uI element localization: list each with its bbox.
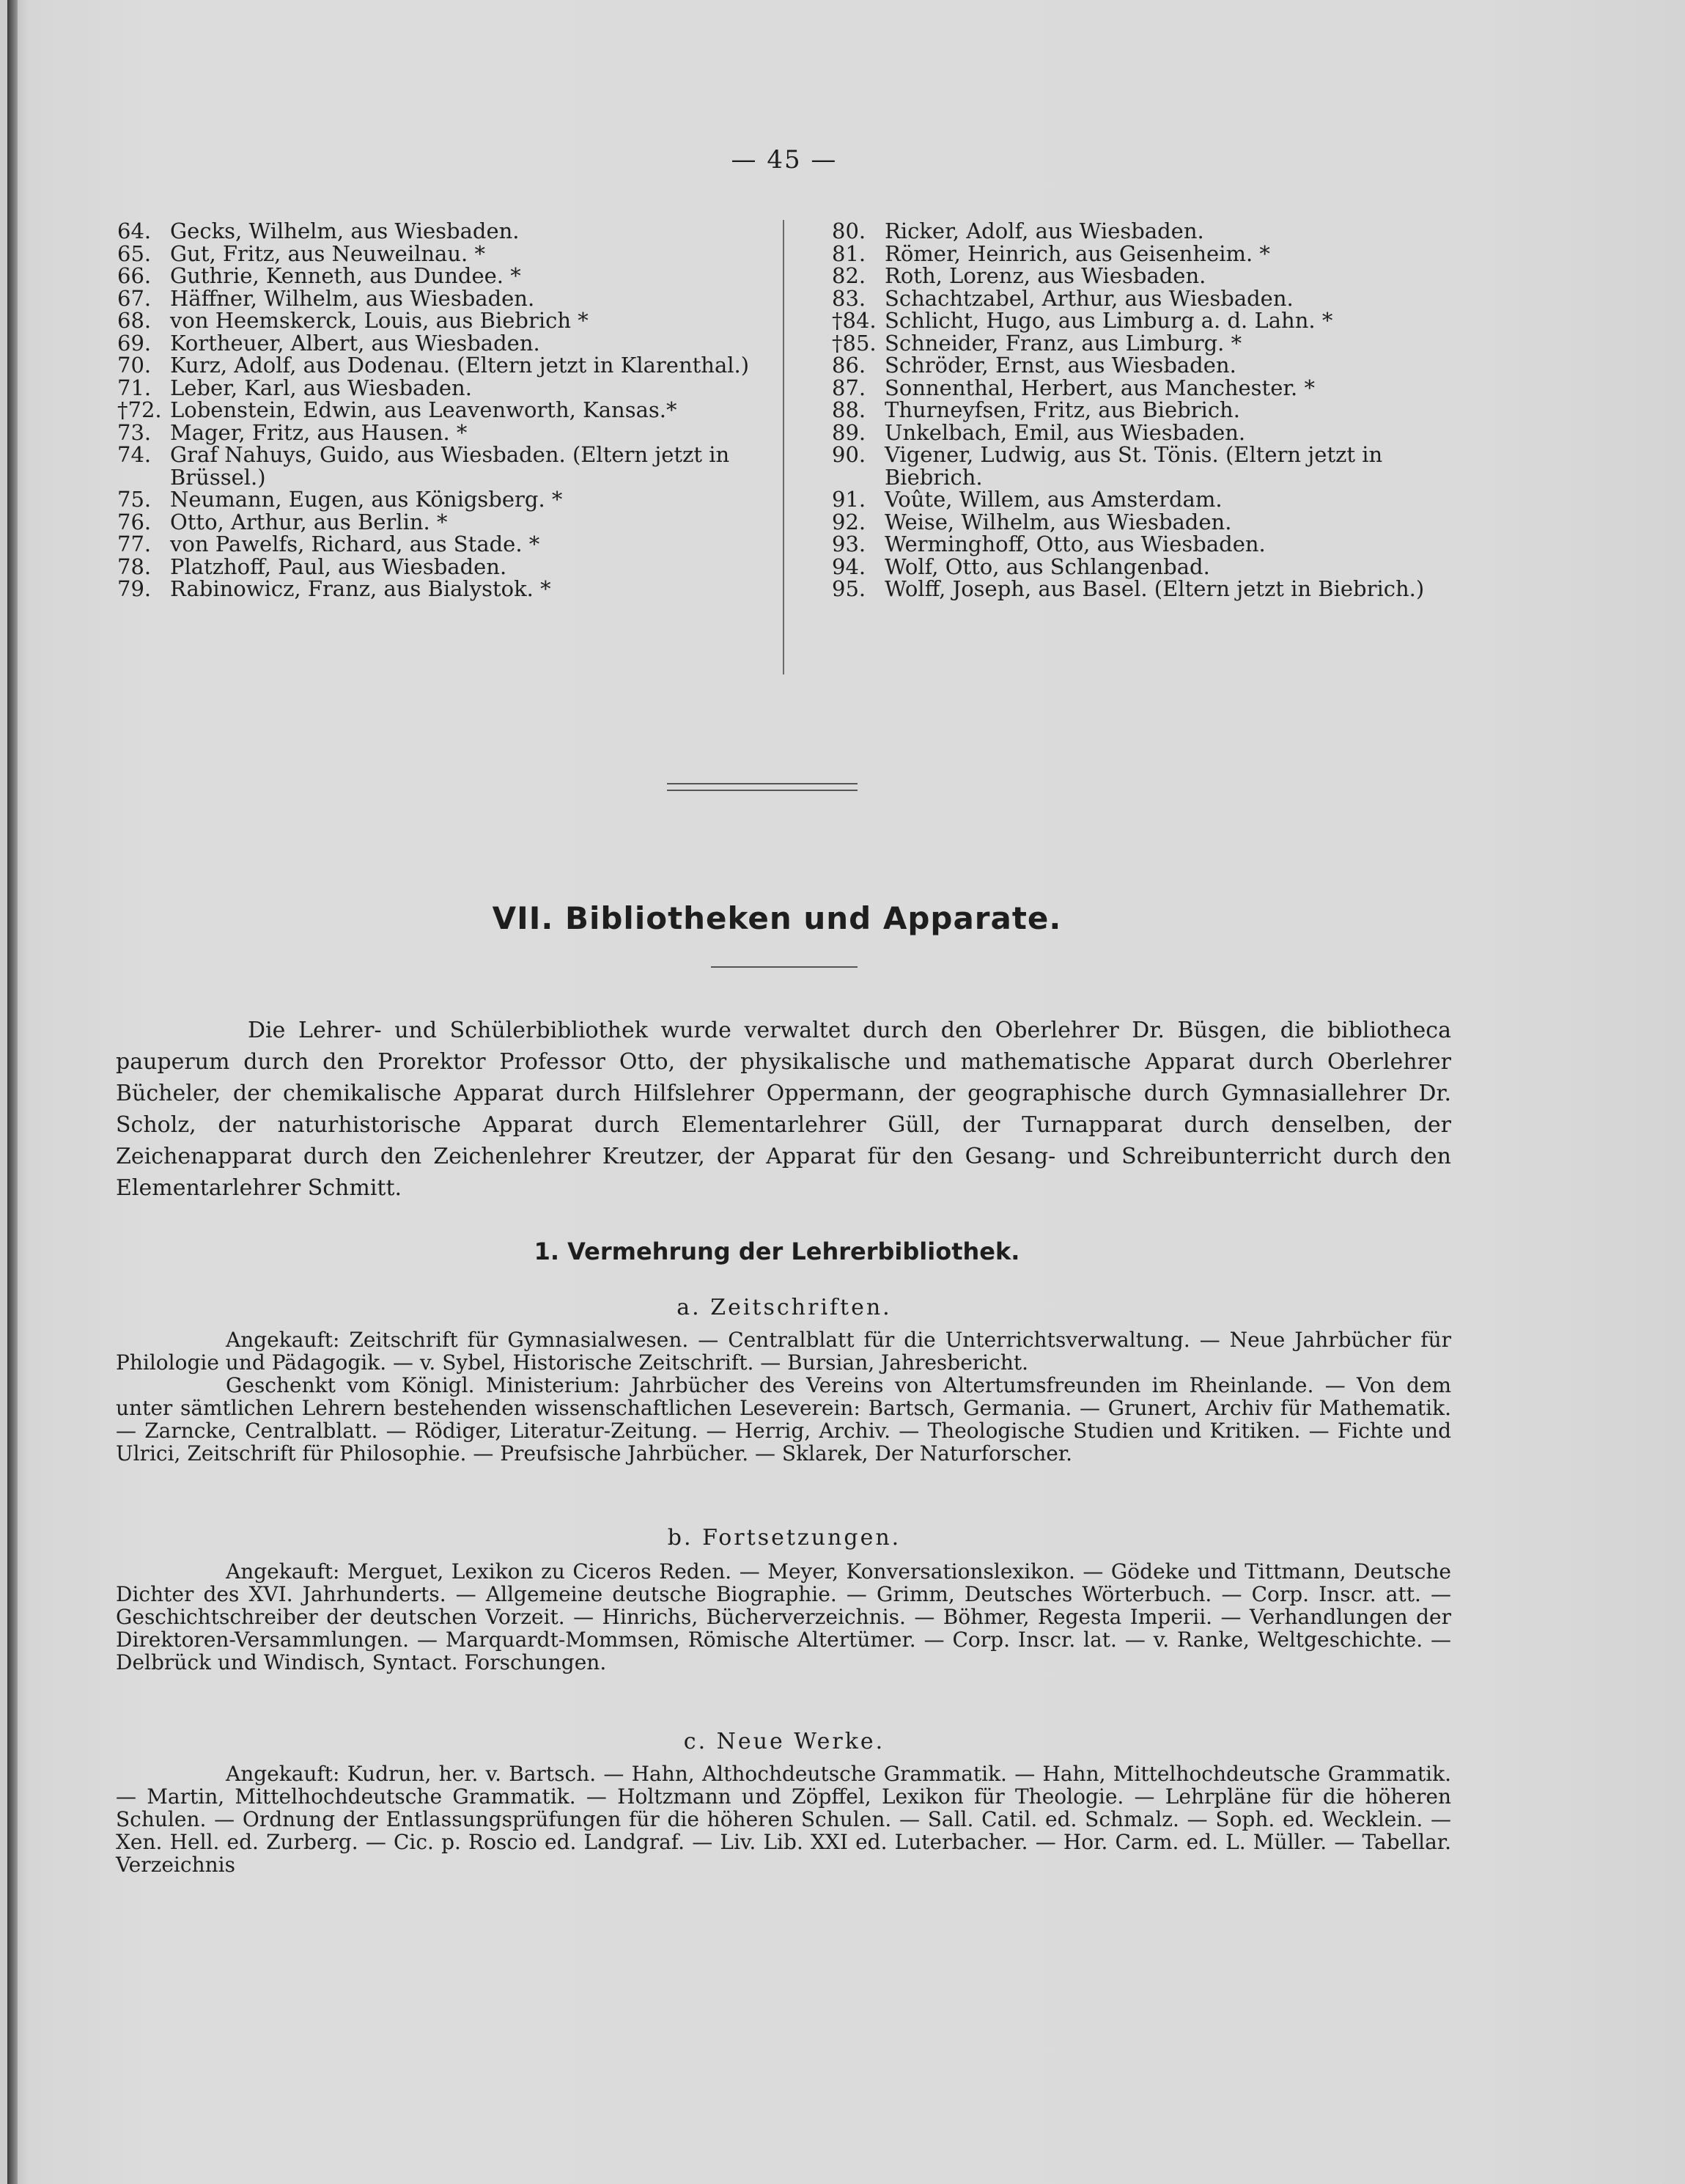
list-item	[832, 354, 1455, 377]
list-item-number: 90.	[832, 442, 866, 467]
column-divider	[783, 220, 784, 674]
list-item	[832, 578, 1455, 600]
block-zeitschriften	[116, 1328, 1451, 1465]
list-item-text: Lobenstein, Edwin, aus Leavenworth, Kansas.*	[170, 397, 677, 422]
list-item-text: Schröder, Ernst, aus Wiesbaden.	[885, 353, 1236, 378]
list-item-number: 78.	[117, 554, 152, 579]
list-item-text: Leber, Karl, aus Wiesbaden.	[170, 375, 472, 400]
list-item	[832, 220, 1455, 243]
list-item-number: 92.	[832, 509, 866, 534]
list-item-text: Unkelbach, Emil, aus Wiesbaden.	[885, 419, 1246, 445]
list-item	[117, 556, 770, 578]
list-item-number: 83.	[832, 285, 866, 311]
list-item-text: Schachtzabel, Arthur, aus Wiesbaden.	[885, 285, 1294, 311]
intro-paragraph: Die Lehrer- und Schülerbibliothek wurde verwaltet durch den Oberlehrer Dr. Büsgen, die bibliotheca pauperum durch den Prorektor Professor Otto, der physikalische und mathematische Apparat durch Oberlehrer Bücheler, der chemikalische Apparat durch Hilfslehrer Oppermann, der geographische durch Gymnasiallehrer Dr. Scholz, der naturhistorische Apparat durch Elementarlehrer Güll, der Turnapparat durch denselben, der Zeichenapparat durch den Zeichenlehrer Kreutzer, der Apparat für den Gesang- und Schreibunterricht durch den Elementarlehrer Schmitt.	[116, 1018, 1451, 1201]
list-item-number: 69.	[117, 330, 152, 356]
list-item-text: Gut, Fritz, aus Neuweilnau. *	[170, 240, 485, 266]
paragraph-angekauft-neue-werke: Angekauft: Kudrun, her. v. Bartsch. — Hahn, Althochdeutsche Grammatik. — Hahn, Mittelhochdeutsche Grammatik. — Martin, Mittelhochdeutsche Grammatik. — Holtzmann und Zöpffel, Lexikon für Theologie. — Lehrpläne für die höheren Schulen. — Ordnung der Entlassungsprüfungen für die höheren Schulen. — Sall. Catil. ed. Schmalz. — Soph. ed. Wecklein. — Xen. Hell. ed. Zurberg. — Cic. p. Roscio ed. Landgraf. — Liv. Lib. XXI ed. Luterbacher. — Hor. Carm. ed. L. Müller. — Tabellar. Verzeichnis	[116, 1762, 1451, 1877]
block-fortsetzungen	[116, 1560, 1451, 1674]
list-item-text: Guthrie, Kenneth, aus Dundee. *	[170, 263, 521, 288]
section-title: VII. Bibliotheken und Apparate.	[492, 900, 1062, 936]
list-item	[832, 309, 1455, 332]
list-item-text: Rabinowicz, Franz, aus Bialystok. *	[170, 576, 551, 601]
double-rule-divider	[667, 783, 858, 791]
page-number: — 45 —	[731, 145, 838, 174]
list-item-text: Schlicht, Hugo, aus Limburg a. d. Lahn. *	[885, 308, 1333, 333]
list-item-number: 95.	[832, 576, 866, 601]
list-item-text: Voûte, Willem, aus Amsterdam.	[885, 487, 1223, 512]
list-item-text: Wolff, Joseph, aus Basel. (Eltern jetzt in Biebrich.)	[885, 576, 1425, 601]
list-item	[117, 354, 770, 377]
list-item-text: Sonnenthal, Herbert, aus Manchester. *	[885, 375, 1315, 400]
list-item	[832, 444, 1455, 488]
list-item-number: 66.	[117, 263, 152, 288]
list-item	[832, 332, 1455, 355]
list-item-number: 68.	[117, 308, 152, 333]
subsection-title: 1. Vermehrung der Lehrerbibliothek.	[534, 1238, 1020, 1265]
heading-zeitschriften: a. Zeitschriften.	[676, 1295, 892, 1320]
list-item-number: 64.	[117, 218, 152, 243]
list-item-number: 79.	[117, 576, 152, 601]
list-item	[832, 556, 1455, 578]
list-item-text: Neumann, Eugen, aus Königsberg. *	[170, 487, 563, 512]
list-item-text: Ricker, Adolf, aus Wiesbaden.	[885, 218, 1204, 243]
list-item-number: 70.	[117, 353, 152, 378]
list-item	[117, 309, 770, 332]
list-item-number: 89.	[832, 419, 866, 445]
list-item	[832, 265, 1455, 287]
list-item	[832, 287, 1455, 310]
list-item-number: 91.	[832, 487, 866, 512]
list-item-number: 94.	[832, 554, 866, 579]
heading-fortsetzungen: b. Fortsetzungen.	[667, 1525, 902, 1551]
list-item-text: Kortheuer, Albert, aus Wiesbaden.	[170, 330, 540, 356]
title-rule	[711, 966, 858, 968]
list-item-text: Roth, Lorenz, aus Wiesbaden.	[885, 263, 1206, 288]
list-item-number: 76.	[117, 509, 152, 534]
list-item	[117, 419, 770, 445]
list-item	[832, 419, 1455, 445]
list-item-text: Vigener, Ludwig, aus St. Tönis. (Eltern jetzt in Biebrich.	[885, 442, 1383, 490]
list-item	[117, 511, 770, 534]
list-item	[117, 444, 770, 488]
list-item-text: Schneider, Franz, aus Limburg. *	[885, 330, 1242, 356]
list-item-text: Otto, Arthur, aus Berlin. *	[170, 509, 448, 534]
heading-neue-werke: c. Neue Werke.	[683, 1729, 885, 1754]
list-item-text: Weise, Wilhelm, aus Wiesbaden.	[885, 509, 1232, 534]
list-item-text: Römer, Heinrich, aus Geisenheim. *	[885, 240, 1270, 266]
list-item-number: 67.	[117, 285, 152, 311]
list-item	[832, 511, 1455, 534]
student-list-right	[832, 220, 1455, 600]
list-item-number: 81.	[832, 240, 866, 266]
list-item-number: 77.	[117, 532, 152, 556]
list-item-text: Thurneyfsen, Fritz, aus Biebrich.	[885, 397, 1240, 422]
list-item	[832, 399, 1455, 422]
list-item-number: 71.	[117, 375, 152, 400]
list-item-text: Graf Nahuys, Guido, aus Wiesbaden. (Eltern jetzt in Brüssel.)	[170, 442, 730, 490]
student-list-left	[117, 220, 770, 600]
list-item	[832, 377, 1455, 400]
paragraph-geschenkt: Geschenkt vom Königl. Ministerium: Jahrbücher des Vereins von Altertumsfreunden im Rheinlande. — Von dem unter sämtlichen Lehrern bestehenden wissenschaftlichen Leseverein: Bartsch, Germania. — Grunert, Archiv für Mathematik. — Zarncke, Centralblatt. — Rödiger, Literatur-Zeitung. — Herrig, Archiv. — Theologische Studien und Kritiken. — Fichte und Ulrici, Zeitschrift für Philosophie. — Preufsische Jahrbücher. — Sklarek, Der Naturforscher.	[116, 1373, 1451, 1466]
list-item	[117, 488, 770, 511]
list-item	[117, 399, 770, 422]
list-item-text: Wolf, Otto, aus Schlangenbad.	[885, 554, 1210, 579]
list-item-number: 88.	[832, 397, 866, 422]
page	[7, 0, 1685, 2184]
list-item-number: 75.	[117, 487, 152, 512]
list-item-text: Werminghoff, Otto, aus Wiesbaden.	[885, 532, 1266, 556]
list-item-number: 93.	[832, 532, 866, 556]
list-item	[832, 533, 1455, 556]
list-item-number: 74.	[117, 442, 152, 467]
list-item-number: †84.	[832, 308, 877, 333]
list-item-number: 65.	[117, 240, 152, 266]
page-edge-shadow	[7, 0, 18, 2184]
list-item-number: 87.	[832, 375, 866, 400]
list-item	[117, 332, 770, 355]
list-item	[832, 240, 1455, 266]
list-item-number: 82.	[832, 263, 866, 288]
list-item	[832, 488, 1455, 511]
list-item-text: Kurz, Adolf, aus Dodenau. (Eltern jetzt in Klarenthal.)	[170, 353, 750, 378]
list-item-number: †85.	[832, 330, 877, 356]
paragraph-angekauft-zeitschriften: Angekauft: Zeitschrift für Gymnasialwesen. — Centralblatt für die Unterrichtsverwaltung. — Neue Jahrbücher für Philologie und Pädagogik. — v. Sybel, Historische Zeitschrift. — Bursian, Jahresbericht.	[116, 1328, 1451, 1375]
list-item-number: 73.	[117, 419, 152, 445]
list-item-text: Platzhoff, Paul, aus Wiesbaden.	[170, 554, 507, 579]
list-item-text: Häffner, Wilhelm, aus Wiesbaden.	[170, 285, 535, 311]
list-item-text: von Heemskerck, Louis, aus Biebrich *	[170, 308, 589, 333]
list-item-text: Mager, Fritz, aus Hausen. *	[170, 419, 468, 445]
list-item-number: 80.	[832, 218, 866, 243]
block-neue-werke	[116, 1762, 1451, 1876]
list-item	[117, 220, 770, 243]
list-item	[117, 578, 770, 600]
paragraph-angekauft-fortsetzungen: Angekauft: Merguet, Lexikon zu Ciceros Reden. — Meyer, Konversationslexikon. — Gödeke und Tittmann, Deutsche Dichter des XVI. Jahrhunderts. — Allgemeine deutsche Biographie. — Grimm, Deutsches Wörterbuch. — Corp. Inscr. att. — Geschichtschreiber der deutschen Vorzeit. — Hinrichs, Bücherverzeichnis. — Böhmer, Regesta Imperii. — Verhandlungen der Direktoren-Versammlungen. — Marquardt-Mommsen, Römische Altertümer. — Corp. Inscr. lat. — v. Ranke, Weltgeschichte. — Delbrück und Windisch, Syntact. Forschungen.	[116, 1559, 1451, 1674]
list-item	[117, 287, 770, 310]
list-item	[117, 533, 770, 556]
list-item	[117, 240, 770, 266]
list-item	[117, 377, 770, 400]
list-item-number: 86.	[832, 353, 866, 378]
list-item	[117, 265, 770, 287]
list-item-text: von Pawelfs, Richard, aus Stade. *	[170, 532, 540, 556]
list-item-text: Gecks, Wilhelm, aus Wiesbaden.	[170, 218, 520, 243]
list-item-number: †72.	[117, 397, 162, 422]
